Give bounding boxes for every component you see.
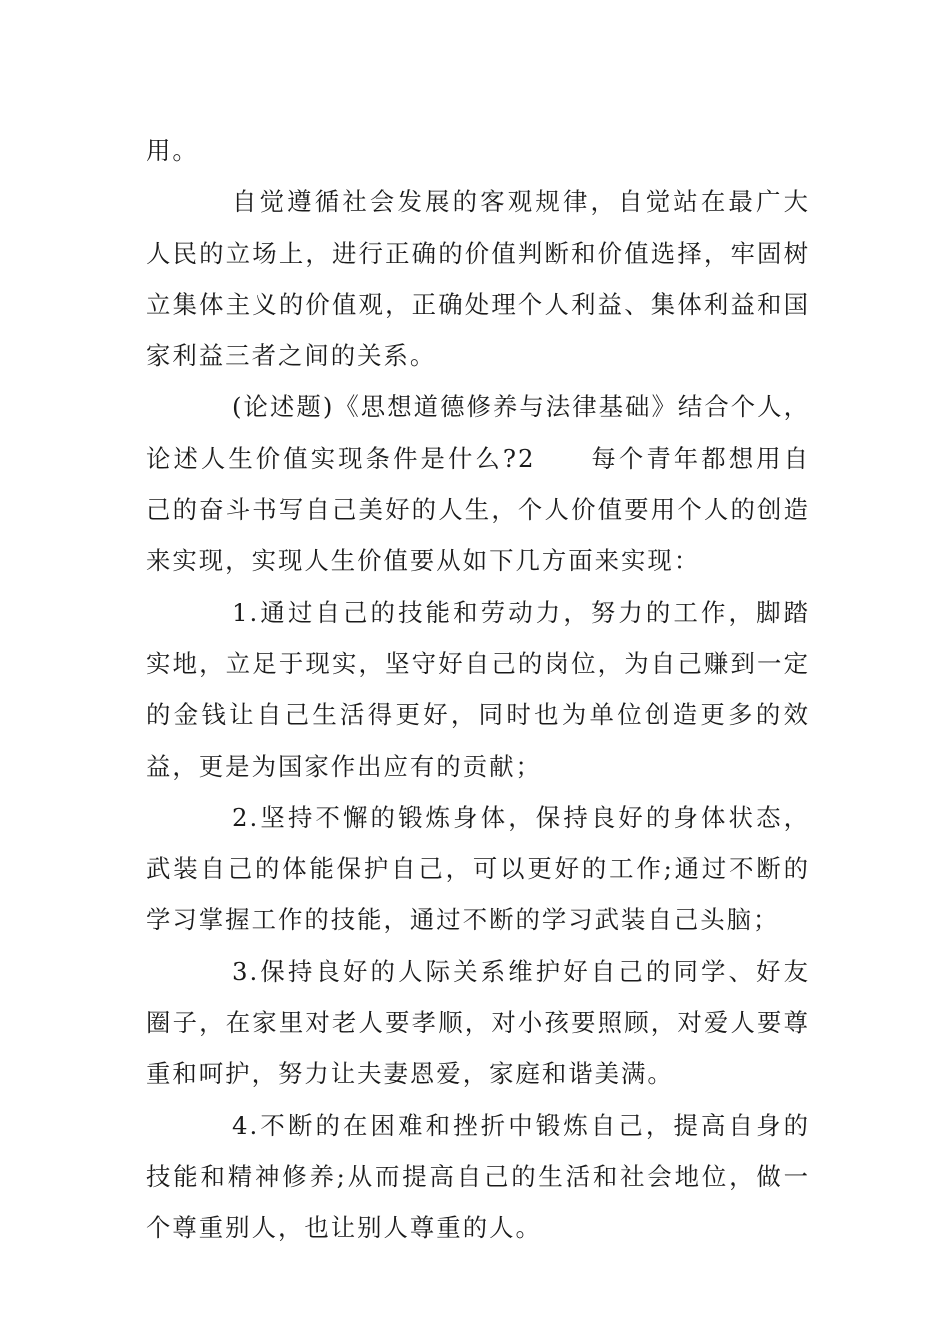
- paragraph-point-4: 4.不断的在困难和挫折中锻炼自己，提高自身的技能和精神修养;从而提高自己的生活和社会地位，做一个尊重别人，也让别人尊重的人。: [146, 1110, 810, 1243]
- paragraph-essay-question: (论述题)《思想道德修养与法律基础》结合个人，论述人生价值实现条件是什么?2 每个青年都想用自己的奋斗书写自己美好的人生，个人价值要用个人的创造来实现，实现人生价值要从如下几方面来实现：: [146, 392, 810, 576]
- paragraph-point-3: 3.保持良好的人际关系维护好自己的同学、好友圈子，在家里对老人要孝顺，对小孩要照顾，对爱人要尊重和呵护，努力让夫妻恩爱，家庭和谐美满。: [146, 956, 810, 1089]
- paragraph-values: 自觉遵循社会发展的客观规律，自觉站在最广大人民的立场上，进行正确的价值判断和价值选择，牢固树立集体主义的价值观，正确处理个人利益、集体利益和国家利益三者之间的关系。: [146, 187, 810, 371]
- paragraph-continuation: 用。: [146, 136, 199, 165]
- paragraph-point-1: 1.通过自己的技能和劳动力，努力的工作，脚踏实地，立足于现实，坚守好自己的岗位，为自己赚到一定的金钱让自己生活得更好，同时也为单位创造更多的效益，更是为国家作出应有的贡献；: [146, 597, 810, 781]
- paragraph-point-2: 2.坚持不懈的锻炼身体，保持良好的身体状态，武装自己的体能保护自己，可以更好的工作;通过不断的学习掌握工作的技能，通过不断的学习武装自己头脑；: [146, 802, 810, 935]
- document-body: [146, 125, 810, 1254]
